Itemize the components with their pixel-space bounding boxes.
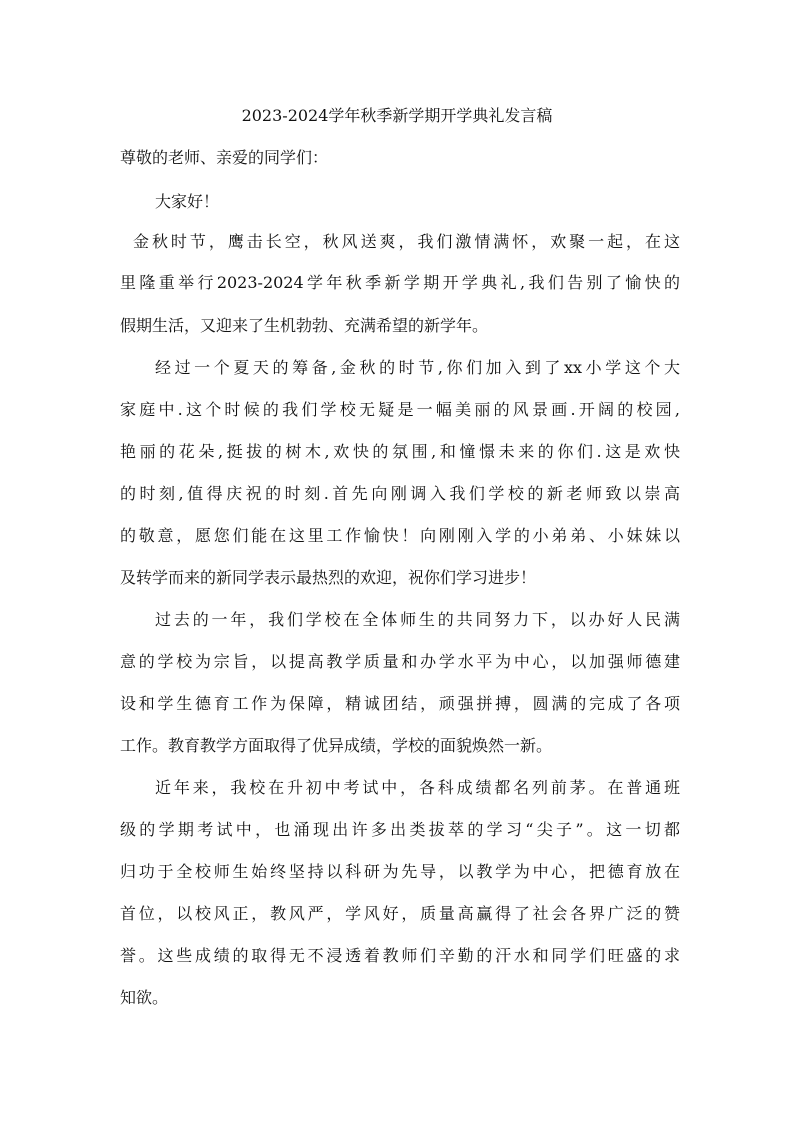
salutation: 尊敬的老师、亲爱的同学们： [120, 148, 329, 167]
paragraph-line: 家庭中.这个时候的我们学校无疑是一幅美丽的风景画.开阔的校园, [120, 400, 680, 419]
paragraph-line: 的敬意，愿您们能在这里工作愉快！向刚刚入学的小弟弟、小妹妹以 [120, 526, 680, 545]
paragraph-line: 工作。教育教学方面取得了优异成绩，学校的面貌焕然一新。 [120, 736, 553, 755]
paragraph-line: 誉。这些成绩的取得无不浸透着教师们辛勤的汗水和同学们旺盛的求 [120, 946, 680, 965]
paragraph-line: 的时刻,值得庆祝的时刻.首先向刚调入我们学校的新老师致以崇高 [120, 484, 680, 503]
paragraph-line: 艳丽的花朵,挺拔的树木,欢快的氛围,和憧憬未来的你们.这是欢快 [120, 442, 680, 461]
paragraph-line: 假期生活，又迎来了生机勃勃、充满希望的新学年。 [120, 316, 489, 335]
paragraph-line: 经过一个夏天的筹备,金秋的时节,你们加入到了xx小学这个大 [155, 358, 680, 377]
paragraph-line: 设和学生德育工作为保障，精诚团结，顽强拼搏，圆满的完成了各项 [120, 694, 680, 713]
paragraph-line: 及转学而来的新同学表示最热烈的欢迎，祝你们学习进步！ [120, 568, 537, 587]
paragraph-line: 大家好！ [155, 192, 220, 211]
paragraph-line: 里隆重举行2023-2024学年秋季新学期开学典礼,我们告别了愉快的 [120, 273, 680, 292]
paragraph-line: 金秋时节，鹰击长空，秋风送爽，我们激情满怀，欢聚一起，在这 [133, 232, 680, 251]
paragraph-line: 归功于全校师生始终坚持以科研为先导，以教学为中心，把德育放在 [120, 862, 680, 881]
paragraph-line: 意的学校为宗旨，以提高教学质量和办学水平为中心，以加强师德建 [120, 652, 680, 671]
paragraph-line: 知欲。 [120, 988, 169, 1007]
paragraph-line: 首位，以校风正，教风严，学风好，质量高赢得了社会各界广泛的赞 [120, 904, 680, 923]
paragraph-line: 级的学期考试中，也涌现出许多出类拔萃的学习“尖子”。这一切都 [120, 820, 680, 839]
document-title: 2023-2024学年秋季新学期开学典礼发言稿 [241, 106, 553, 125]
paragraph-line: 过去的一年，我们学校在全体师生的共同努力下，以办好人民满 [155, 610, 680, 629]
paragraph-line: 近年来，我校在升初中考试中，各科成绩都名列前茅。在普通班 [155, 778, 680, 797]
